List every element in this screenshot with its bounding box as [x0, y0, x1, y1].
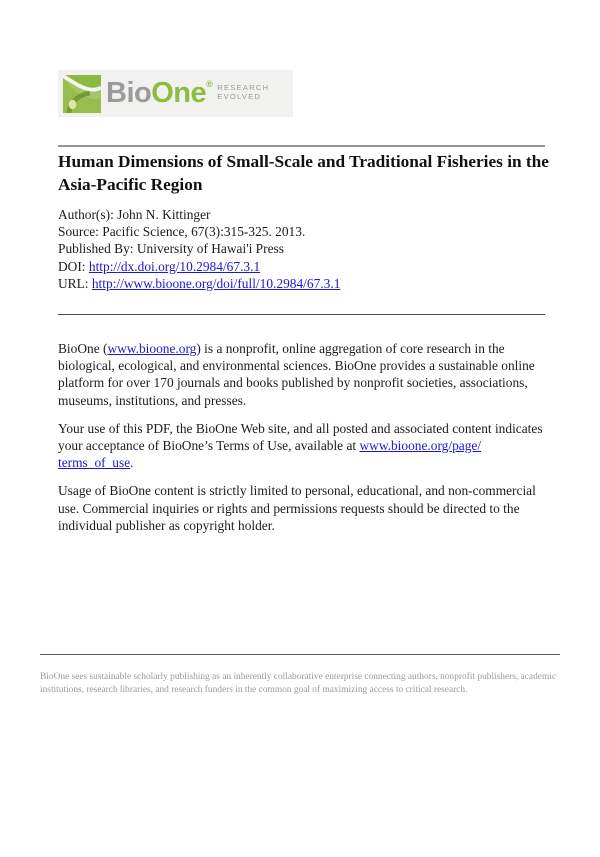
source-line: Source: Pacific Science, 67(3):315-325. 2013.: [58, 224, 306, 240]
doi-link[interactable]: http://dx.doi.org/10.2984/67.3.1: [88, 258, 261, 274]
boilerplate-text: [58, 340, 550, 545]
fulltext-url-link[interactable]: http://www.bioone.org/doi/full/10.2984/67.3.1: [91, 275, 341, 291]
tagline-evolved: EVOLVED: [217, 92, 262, 101]
logo-tagline: [217, 83, 269, 102]
divider-below-meta: [58, 314, 545, 315]
paragraph-terms-of-use: Your use of this PDF, the BioOne Web site, and all posted and associated content indicates your acceptance of BioOne’s Terms of Use, available at www.bioone.org/page/terms_of_use.: [58, 420, 543, 471]
terms-of-use-link[interactable]: www.bioone.org/page/terms_of_use: [58, 438, 482, 471]
url-line: [58, 275, 554, 292]
article-metadata: [58, 206, 554, 292]
wordmark-bio: Bio: [106, 77, 152, 109]
tagline-research: RESEARCH: [217, 82, 270, 92]
paragraph-usage-policy: Usage of BioOne content is strictly limited to personal, educational, and non-commercial use. Commercial inquiries or rights and permissions requests should be directed to the individual publisher as copyright holder.: [58, 483, 536, 533]
registered-trademark-symbol: ®: [206, 79, 213, 89]
authors-line: Author(s): John N. Kittinger: [58, 207, 211, 222]
bioone-website-link[interactable]: www.bioone.org: [107, 341, 197, 356]
paragraph-about-bioone: BioOne (www.bioone.org) is a nonprofit, online aggregation of core research in the biological, ecological, and environmental sciences. BioOne provides a sustainable online platform for over 170 journals and books published by nonprofit societies, associations, museums, institutions, and presses.: [58, 341, 535, 408]
bioone-wordmark: [106, 79, 212, 108]
doi-label: DOI:: [58, 258, 89, 274]
published-by-line: Published By: University of Hawai'i Press: [58, 241, 284, 257]
footer-mission-statement: BioOne sees sustainable scholarly publishing as an inherently collaborative enterprise connecting authors, nonprofit publishers, academic institutions, research libraries, and research funders in the common goal of maximizing access to critical research.: [40, 672, 557, 695]
wordmark-one: One: [151, 77, 207, 109]
doi-line: [58, 258, 554, 275]
url-label: URL:: [58, 275, 92, 291]
divider-above-title: [58, 145, 545, 147]
article-title: Human Dimensions of Small-Scale and Traditional Fisheries in the Asia-Pacific Region: [58, 152, 549, 194]
bioone-leaf-icon: [63, 75, 101, 113]
divider-above-footer: [40, 654, 560, 655]
bioone-logo: [58, 70, 293, 117]
